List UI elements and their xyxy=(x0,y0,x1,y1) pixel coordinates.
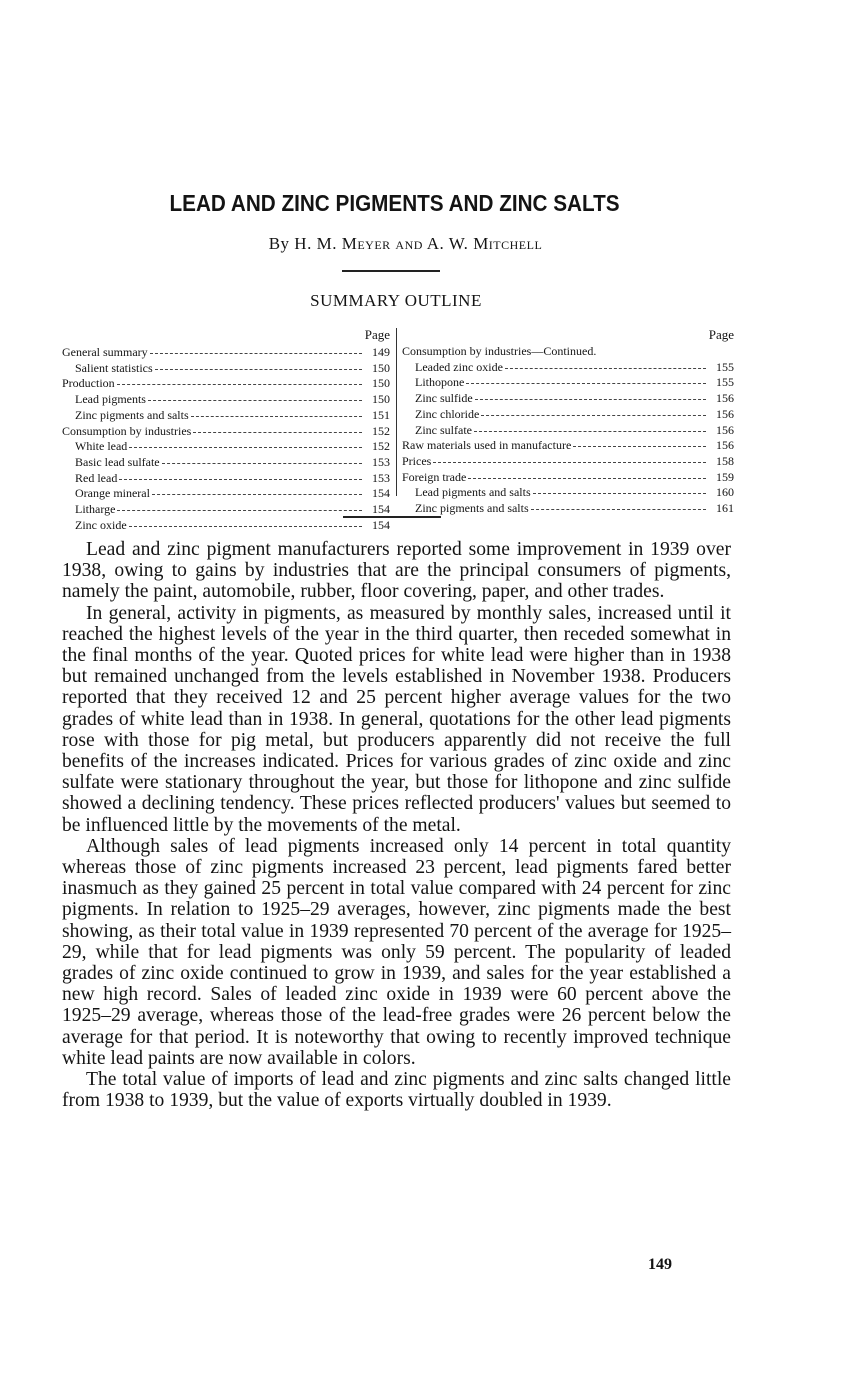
outline-entry-label: Lead pigments xyxy=(75,392,146,407)
outline-entry-page: 154 xyxy=(372,502,390,517)
outline-leader-dots xyxy=(481,403,706,416)
outline-entry-label: Basic lead sulfate xyxy=(75,454,160,469)
outline-leader-dots xyxy=(533,481,706,494)
outline-leader-dots xyxy=(117,498,362,511)
outline-entry-label: Foreign trade xyxy=(402,469,467,484)
outline-leader-dots xyxy=(150,341,362,354)
outline-entry-label: Leaded zinc oxide xyxy=(415,359,503,374)
outline-entry-label: Zinc pigments and salts xyxy=(415,501,529,516)
outline-entry-page: 152 xyxy=(372,423,390,438)
outline-entry-label: Litharge xyxy=(75,502,116,517)
outline-left-column xyxy=(62,326,390,531)
author1-initials: H. M. xyxy=(294,234,337,253)
outline-entry-page: 153 xyxy=(372,470,390,485)
outline-leader-dots xyxy=(598,341,706,353)
article-body xyxy=(62,539,731,1111)
outline-leader-dots xyxy=(468,466,706,479)
outline-entry-page: 158 xyxy=(716,453,734,468)
outline-entry-page: 150 xyxy=(372,392,390,407)
outline-entry-label: Lead pigments and salts xyxy=(415,485,531,500)
outline-leader-dots xyxy=(129,514,362,527)
outline-entry-label: Consumption by industries xyxy=(62,423,192,438)
outline-page-label: Page xyxy=(708,327,734,342)
outline-entry-page: 150 xyxy=(372,376,390,391)
outline-entry-page: 156 xyxy=(716,406,734,421)
outline-entry-page: 151 xyxy=(372,407,390,422)
outline-leader-dots xyxy=(466,371,706,384)
outline-entry xyxy=(62,516,390,532)
outline-page-label: Page xyxy=(364,327,390,342)
outline-entry-label: Production xyxy=(62,376,115,391)
outline-right-column xyxy=(402,326,734,515)
byline-conjunction: and xyxy=(395,234,423,253)
outline-leader-dots xyxy=(475,387,706,400)
page-number: 149 xyxy=(648,1256,672,1273)
outline-entry-page: 160 xyxy=(716,485,734,500)
outline-entry-page: 155 xyxy=(716,375,734,390)
outline-leader-dots xyxy=(148,388,362,401)
outline-entry-page: 150 xyxy=(372,360,390,375)
paragraph: In general, activity in pigments, as measured by monthly sales, increased until it reached the highest levels of the year in the third quarter, then receded somewhat in the final months of the year. Quoted prices for white lead were higher than in 1938 but remained unchanged from the levels established in November 1938. Producers reported that they received 12 and 25 percent higher average values for the two grades of white lead than in 1938. In general, quotations for the other lead pigments rose with those for pig metal, but producers apparently did not receive the full benefits of the increases indicated. Prices for various grades of zinc oxide and zinc sulfate were stationary throughout the year, but those for lithopone and zinc sulfide showed a declining tendency. These prices reflected producers' values but seemed to be influenced little by the movements of the metal. xyxy=(62,602,731,836)
outline-leader-dots xyxy=(193,420,362,433)
outline-entry-label: Orange mineral xyxy=(75,486,150,501)
summary-outline-heading: SUMMARY OUTLINE xyxy=(310,291,482,310)
outline-leader-dots xyxy=(119,467,362,480)
outline-leader-dots xyxy=(117,372,362,385)
outline-divider xyxy=(343,516,441,518)
outline-leader-dots xyxy=(573,434,706,447)
outline-entry-label: White lead xyxy=(75,439,128,454)
outline-entry-page: 161 xyxy=(716,501,734,516)
outline-entry-label: Salient statistics xyxy=(75,360,153,375)
outline-entry-page: 153 xyxy=(372,454,390,469)
outline-leader-dots xyxy=(152,482,362,495)
outline-entry-page: 155 xyxy=(716,359,734,374)
outline-leader-dots xyxy=(433,450,706,463)
outline-leader-dots xyxy=(129,435,362,448)
paragraph: Although sales of lead pigments increased only 14 percent in total quantity whereas those of zinc pigments increased 23 percent, lead pigments fared better inasmuch as they gained 25 percent in total value compared with 24 percent for zinc pigments. In relation to 1925–29 averages, however, zinc pigments made the best showing, as their total value in 1939 represented 70 percent of the average for 1925–29, while that for lead pigments was only 59 percent. The popularity of leaded grades of zinc oxide continued to grow in 1939, and sales for the year established a new high record. Sales of leaded zinc oxide in 1939 were 60 percent above the 1925–29 average, whereas those of the lead-free grades were 26 percent below the average for that period. It is noteworthy that owing to recently improved technique white lead paints are now available in colors. xyxy=(62,835,731,1069)
outline-entry-label: Consumption by industries—Continued. xyxy=(402,344,597,358)
author1-surname: Meyer xyxy=(341,234,391,253)
title-divider xyxy=(342,270,440,272)
outline-leader-dots xyxy=(162,451,362,464)
outline-entry-label: Lithopone xyxy=(415,375,465,390)
outline-leader-dots xyxy=(505,356,706,369)
outline-entry-label: Prices xyxy=(402,453,432,468)
author2-surname: Mitchell xyxy=(473,234,543,253)
outline-entry-label: Zinc sulfide xyxy=(415,391,473,406)
outline-entry-page: 149 xyxy=(372,345,390,359)
outline-leader-dots xyxy=(531,497,706,510)
outline-entry-label: Zinc sulfate xyxy=(415,422,472,437)
outline-entry-label: Red lead xyxy=(75,470,118,485)
author2-initials: A. W. xyxy=(426,234,469,253)
outline-entry-page: 159 xyxy=(716,469,734,484)
outline-leader-dots xyxy=(155,357,362,370)
outline-entry-label: Zinc chloride xyxy=(415,406,480,421)
paragraph: Lead and zinc pigment manufacturers reported some improvement in 1939 over 1938, owing to gains by industries that are the principal consumers of pigments, namely the paint, automobile, rubber, floor covering, paper, and other trades. xyxy=(62,539,731,603)
outline-leader-dots xyxy=(191,404,362,417)
outline-entry-page: 156 xyxy=(716,422,734,437)
outline-entry-page: 154 xyxy=(372,517,390,532)
outline-entry-label: General summary xyxy=(62,345,148,359)
outline-entry xyxy=(402,499,734,515)
outline-entry-label: Zinc pigments and salts xyxy=(75,407,189,422)
outline-entry-page: 152 xyxy=(372,439,390,454)
outline-entry-page: 156 xyxy=(716,391,734,406)
byline xyxy=(0,234,811,254)
paragraph: The total value of imports of lead and zinc pigments and zinc salts changed little from 1938 to 1939, but the value of exports virtually doubled in 1939. xyxy=(62,1069,731,1112)
byline-prefix: By xyxy=(268,234,290,253)
outline-entry-label: Raw materials used in manufacture xyxy=(402,438,572,453)
outline-entry-page: 154 xyxy=(372,486,390,501)
outline-entry-label: Zinc oxide xyxy=(75,517,127,532)
outline-entry-page: 156 xyxy=(716,438,734,453)
outline-leader-dots xyxy=(474,419,706,432)
outline-column-divider xyxy=(396,328,397,496)
article-title: LEAD AND ZINC PIGMENTS AND ZINC SALTS xyxy=(169,190,620,216)
